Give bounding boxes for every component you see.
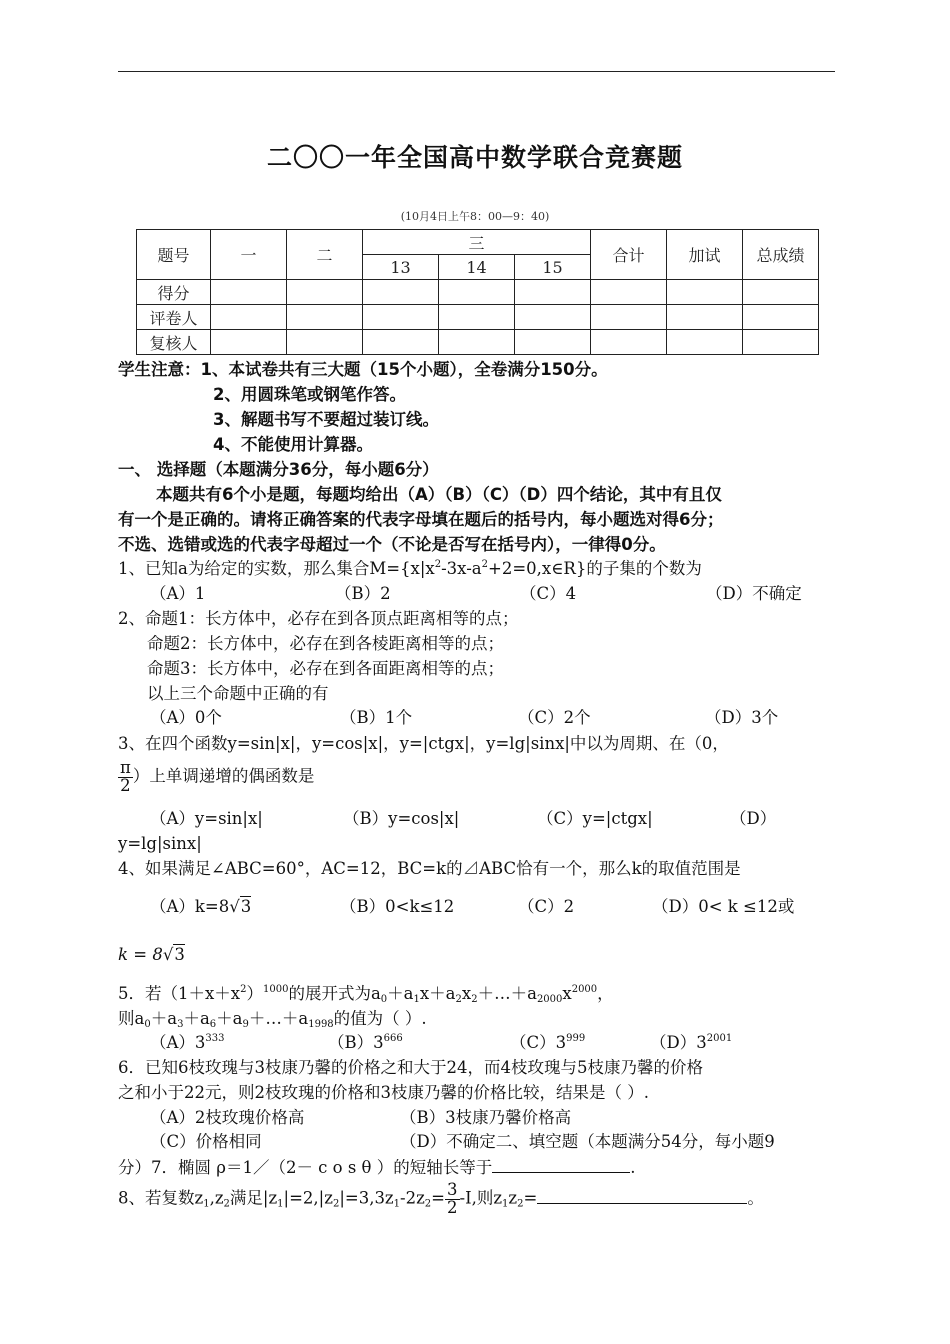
top-rule	[118, 71, 835, 72]
q3-line-1: 3、在四个函数y=sin|x|，y=cos|x|，y=|ctgx|，y=lg|sinx|中以为周期、在（0，	[118, 734, 729, 753]
cell-q14: 14	[439, 255, 515, 280]
q3-frac-num: π	[120, 758, 131, 777]
q5-line-2: 则$a_0+a_3+a_6+a_9+\dots+a_{1998}$的值为（ ）.	[118, 1009, 427, 1030]
q3-option-d-cont: y=lg|sinx|	[118, 834, 202, 853]
q7-end: .	[630, 1158, 636, 1177]
q3-option-c: （C）y=|ctgx|	[537, 809, 653, 828]
q3-fraction	[118, 760, 133, 794]
reviewer-cell[interactable]	[591, 330, 667, 355]
cell-section-1: 一	[211, 230, 287, 280]
exam-time: (10月4日上午8：00—9：40)	[400, 210, 550, 223]
q8-answer-blank[interactable]	[537, 1187, 747, 1204]
q3-option-b: （B）y=cos|x|	[343, 809, 460, 828]
q1-text-1: 1、已知a为给定的实数，那么集合M={x|x	[118, 559, 435, 578]
cell-tihao: 题号	[137, 230, 211, 280]
q8-line: 8、若复数$z_1,z_2$满足$|z_1|=2,|z_2|=3,3z_1-2z_2=$ $\frac{3}{2}$ -I,则$z_1z_2=$ 。	[118, 1180, 764, 1217]
cell-jiashi: 加试	[667, 230, 743, 280]
q3-option-d: （D）	[730, 809, 777, 828]
q1-option-a: （A）1	[150, 584, 206, 603]
score-cell[interactable]	[515, 280, 591, 305]
q3-line-2	[118, 760, 314, 794]
note-4: 4、不能使用计算器。	[213, 435, 373, 454]
cell-zong: 总成绩	[743, 230, 819, 280]
q3-line-2-text: ）上单调递增的偶函数是	[132, 766, 315, 786]
cell-heji: 合计	[591, 230, 667, 280]
q4-option-a	[150, 896, 251, 918]
q4-stem: 4、如果满足∠ABC=60°，AC=12，BC=k的⊿ABC恰有一个，那么k的取值范围是	[118, 859, 741, 878]
score-table	[136, 229, 819, 355]
q2-option-d: （D）3个	[705, 708, 779, 727]
q8-fraction: $\frac{3}{2}$	[447, 1180, 458, 1217]
sqrt-symbol: √	[162, 945, 174, 964]
q5-line-1: 5．若$(1+x+x^2)^{1000}$的展开式为$a_0+a_1x+a_2x_2+\dots+a_{2000}x^{2000}$，	[118, 984, 614, 1005]
q1-sup2: 2	[481, 559, 488, 570]
q1-option-d: （D）不确定	[706, 584, 802, 603]
score-cell[interactable]	[591, 280, 667, 305]
cell-section-2: 二	[287, 230, 363, 280]
q7-line	[118, 1156, 636, 1179]
note-3: 3、解题书写不要超过装订线。	[213, 410, 439, 429]
row-label-defen: 得分	[137, 280, 211, 305]
q2-line-1: 2、命题1：长方体中，必存在到各顶点距离相等的点；	[118, 609, 519, 628]
q5-option-c: $(C)3^{999}$	[510, 1033, 586, 1052]
q5-option-d: $(D)3^{2001}$	[650, 1033, 733, 1052]
row-label-pingjuan: 评卷人	[137, 305, 211, 330]
section-1-intro-3: 不选、选错或选的代表字母超过一个（不论是否写在括号内），一律得0分。	[118, 535, 666, 554]
q6-line-2: 之和小于22元，则2枝玫瑰的价格和3枝康乃馨的价格比较，结果是（ ）.	[118, 1083, 649, 1102]
q3-frac-den: 2	[120, 775, 131, 795]
cell-q15: 15	[515, 255, 591, 280]
q2-line-4: 以上三个命题中正确的有	[147, 684, 329, 703]
q1-text-3: +2=0,x∈R}的子集的个数为	[488, 559, 702, 578]
q7-text: 分）7．椭圆 ρ＝1／（2－ c o s θ ）的短轴长等于	[118, 1158, 493, 1177]
q2-line-2: 命题2：长方体中，必存在到各棱距离相等的点；	[147, 634, 504, 653]
section-1-intro-1: 本题共有6个小是题，每题均给出（A）（B）（C）（D）四个结论，其中有且仅	[156, 485, 722, 504]
q1-stem	[118, 558, 702, 580]
score-cell[interactable]	[363, 280, 439, 305]
q5-option-b: $(B)3^{666}$	[328, 1033, 403, 1052]
q3-option-a: （A）y=sin|x|	[150, 809, 263, 828]
q6-option-d: （D）不确定二、填空题（本题满分54分，每小题9	[400, 1132, 775, 1151]
row-label-fuhe: 复核人	[137, 330, 211, 355]
sqrt-symbol: √	[229, 897, 240, 916]
reviewer-cell[interactable]	[743, 330, 819, 355]
q5-option-a: $(A)3^{333}$	[150, 1033, 225, 1052]
section-1-intro-2: 有一个是正确的。请将正确答案的代表字母填在题后的括号内，每小题选对得6分；	[118, 510, 724, 529]
grader-cell[interactable]	[515, 305, 591, 330]
q4-d2-text: k = 8	[118, 945, 163, 964]
cell-q13: 13	[363, 255, 439, 280]
q6-option-b: （B）3枝康乃馨价格高	[400, 1108, 572, 1127]
score-cell[interactable]	[439, 280, 515, 305]
reviewer-cell[interactable]	[363, 330, 439, 355]
q2-line-3: 命题3：长方体中，必存在到各面距离相等的点；	[147, 659, 504, 678]
q4-option-d-cont	[118, 944, 185, 966]
cell-section-3: 三	[363, 230, 591, 255]
reviewer-cell[interactable]	[667, 330, 743, 355]
section-1-heading: 一、 选择题（本题满分36分，每小题6分）	[118, 460, 439, 479]
q1-sup: 2	[434, 559, 442, 570]
q1-text-2: -3x-a	[441, 559, 482, 578]
q2-option-b: （B）1个	[340, 708, 413, 727]
score-cell[interactable]	[287, 280, 363, 305]
q2-option-a: （A）0个	[150, 708, 222, 727]
grader-cell[interactable]	[287, 305, 363, 330]
q6-option-a: （A）2枝玫瑰价格高	[150, 1108, 305, 1127]
grader-cell[interactable]	[363, 305, 439, 330]
note-2: 2、用圆珠笔或钢笔作答。	[213, 385, 406, 404]
score-cell[interactable]	[667, 280, 743, 305]
grader-cell[interactable]	[591, 305, 667, 330]
q4-option-b: （B）0<k≤12	[340, 897, 455, 916]
reviewer-cell[interactable]	[439, 330, 515, 355]
page-title: 二〇〇一年全国高中数学联合竞赛题	[266, 143, 683, 172]
q4-a-text: （A）k=8	[150, 897, 230, 916]
q7-answer-blank[interactable]	[492, 1156, 630, 1173]
grader-cell[interactable]	[667, 305, 743, 330]
reviewer-cell[interactable]	[287, 330, 363, 355]
q1-option-c: （C）4	[520, 584, 577, 603]
score-cell[interactable]	[211, 280, 287, 305]
grader-cell[interactable]	[743, 305, 819, 330]
q4-option-d: （D）0< k ≤12或	[652, 897, 795, 916]
q1-option-b: （B）2	[335, 584, 391, 603]
q2-option-c: （C）2个	[518, 708, 591, 727]
q6-line-1: 6．已知6枝玫瑰与3枝康乃馨的价格之和大于24，而4枝玫瑰与5枝康乃馨的价格	[118, 1058, 703, 1077]
q4-d2-radicand: 3	[174, 945, 185, 964]
q4-option-c: （C）2	[518, 897, 575, 916]
reviewer-cell[interactable]	[515, 330, 591, 355]
reviewer-cell[interactable]	[211, 330, 287, 355]
score-cell[interactable]	[743, 280, 819, 305]
grader-cell[interactable]	[439, 305, 515, 330]
note-1: 学生注意：1、本试卷共有三大题（15个小题），全卷满分150分。	[118, 360, 608, 379]
q4-a-radicand: 3	[240, 897, 252, 916]
q6-option-c: （C）价格相同	[150, 1132, 262, 1151]
grader-cell[interactable]	[211, 305, 287, 330]
